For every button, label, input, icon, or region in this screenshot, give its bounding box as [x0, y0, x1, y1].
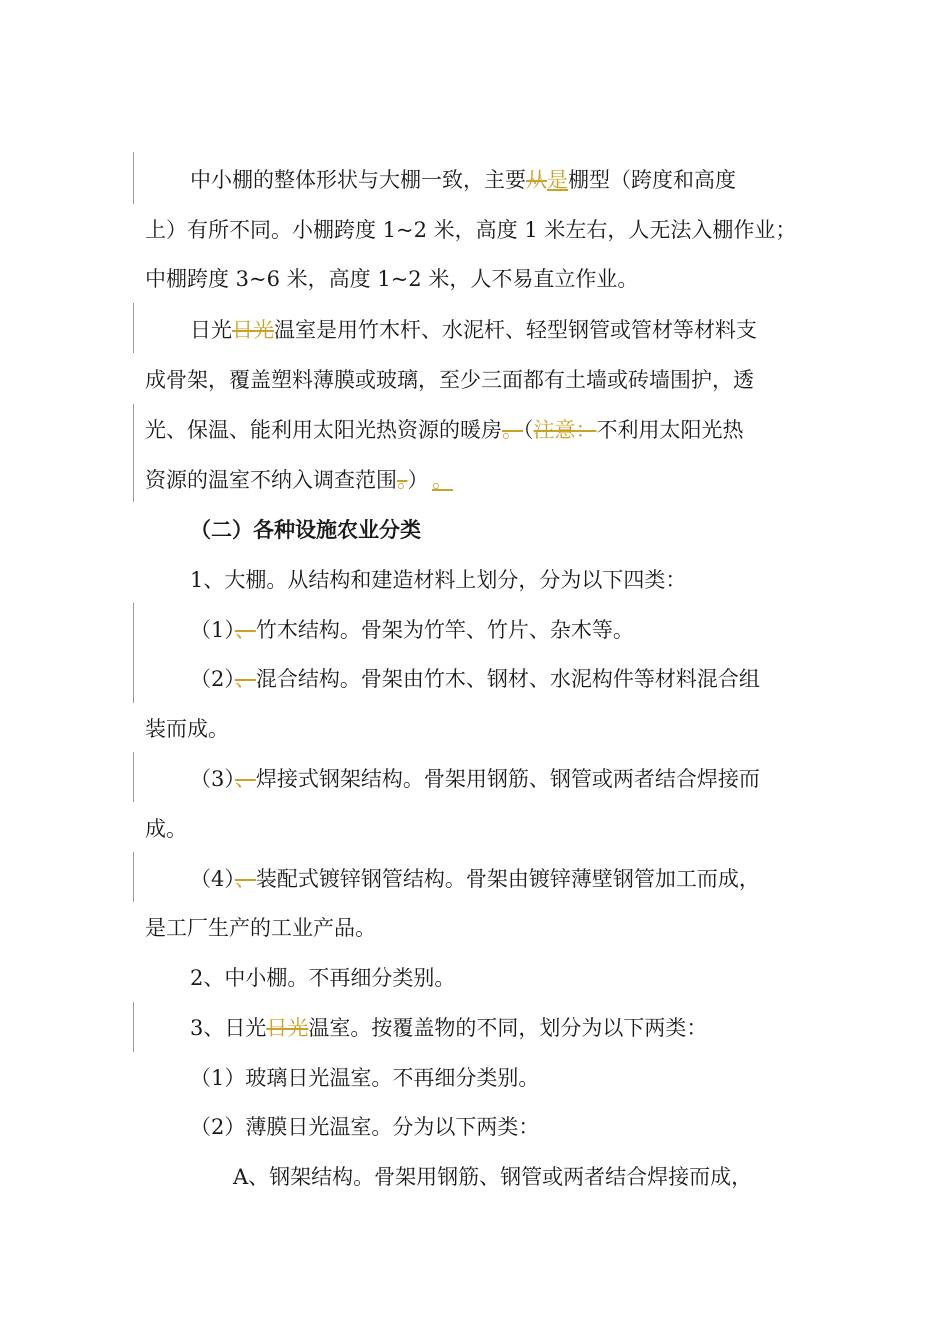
change-bar [133, 152, 134, 204]
deleted-text: 、 [234, 867, 256, 891]
change-bar [133, 1002, 134, 1052]
text-run: 成。 [145, 817, 187, 841]
deleted-text: 、 [234, 618, 256, 642]
deleted-text: 日光 [266, 1016, 309, 1040]
paragraph-line [145, 215, 796, 245]
deleted-text: 。 [502, 418, 523, 442]
text-run: （1）玻璃日光温室。不再细分类别。 [190, 1066, 540, 1090]
change-bar [133, 303, 134, 353]
text-run: 3、日光 [190, 1016, 267, 1040]
paragraph-line [145, 365, 754, 395]
change-bar [133, 404, 134, 502]
text-run: 焊接式钢架结构。骨架用钢筋、钢管或两者结合焊接而 [255, 767, 760, 791]
text-run: 中棚跨度 3~6 米，高度 1~2 米，人不易直立作业。 [145, 267, 639, 291]
deleted-text: 日光 [232, 318, 274, 342]
text-run: 温室是用竹木杆、水泥杆、轻型钢管或管材等材料支 [274, 318, 757, 342]
text-run: （ [523, 418, 534, 442]
sub-list-item [190, 864, 760, 894]
paragraph-line [190, 165, 736, 195]
text-run: 是工厂生产的工业产品。 [145, 916, 376, 940]
deleted-text: 、 [234, 667, 256, 691]
text-run: 混合结构。骨架由竹木、钢材、水泥构件等材料混合组 [255, 667, 760, 691]
text-run: 1、大棚。从结构和建造材料上划分，分为以下四类： [190, 568, 687, 592]
paragraph-line [145, 415, 744, 445]
paragraph-line [145, 714, 229, 744]
text-run: 资源的温室不纳入调查范围 [145, 468, 397, 492]
text-run: A、钢架结构。骨架用钢筋、钢管或两者结合焊接而成， [233, 1165, 753, 1189]
text-run: 温室。按覆盖物的不同，划分为以下两类： [308, 1016, 708, 1040]
item-number: （4） [190, 867, 235, 891]
paragraph-line [145, 913, 376, 943]
text-run: 棚型（跨度和高度 [568, 168, 736, 192]
paragraph-line [145, 465, 453, 495]
deleted-text: 从 [526, 168, 547, 192]
item-number: （2） [190, 667, 235, 691]
text-run: 日光 [190, 318, 232, 342]
change-bar [133, 603, 134, 703]
text-run: （2）薄膜日光温室。分为以下两类： [190, 1115, 540, 1139]
paragraph-line [145, 264, 638, 294]
sub-list-item [190, 1112, 539, 1142]
list-item [190, 1013, 707, 1043]
deleted-text: 。 [397, 468, 408, 492]
sub-list-item [190, 1063, 539, 1093]
text-run: 成骨架，覆盖塑料薄膜或玻璃，至少三面都有土墙或砖墙围护，透 [145, 368, 754, 392]
paragraph-line [145, 814, 187, 844]
text-run: 2、中小棚。不再细分类别。 [190, 966, 456, 990]
item-number: （1） [190, 618, 235, 642]
sub-list-item [190, 764, 760, 794]
sub-list-item [190, 664, 760, 694]
sub-list-item [190, 615, 634, 645]
text-run: 竹木结构。骨架为竹竿、竹片、杂木等。 [255, 618, 634, 642]
inserted-text: 是 [547, 168, 568, 192]
inserted-text: 。 [432, 468, 453, 492]
list-item [190, 963, 455, 993]
text-run: ） [407, 468, 418, 492]
change-bar [133, 752, 134, 802]
item-number: （3） [190, 767, 235, 791]
text-run: 光、保温、能利用太阳光热资源的暖房 [145, 418, 502, 442]
heading-text: （二）各种设施农业分类 [190, 517, 421, 542]
text-run: 不利用太阳光热 [596, 418, 744, 442]
text-run: 上）有所不同。小棚跨度 1~2 米，高度 1 米左右，人无法入棚作业； [145, 218, 797, 242]
deleted-text: 注意： [533, 418, 597, 442]
deleted-text: 、 [234, 767, 256, 791]
text-run: 中小棚的整体形状与大棚一致，主要 [190, 168, 526, 192]
change-bar [133, 852, 134, 902]
section-heading [190, 515, 421, 545]
text-run: 装配式镀锌钢管结构。骨架由镀锌薄壁钢管加工而成， [255, 867, 760, 891]
paragraph-line [190, 315, 757, 345]
text-run: 装而成。 [145, 717, 229, 741]
list-item [190, 565, 686, 595]
sub-sub-list-item [233, 1162, 752, 1192]
